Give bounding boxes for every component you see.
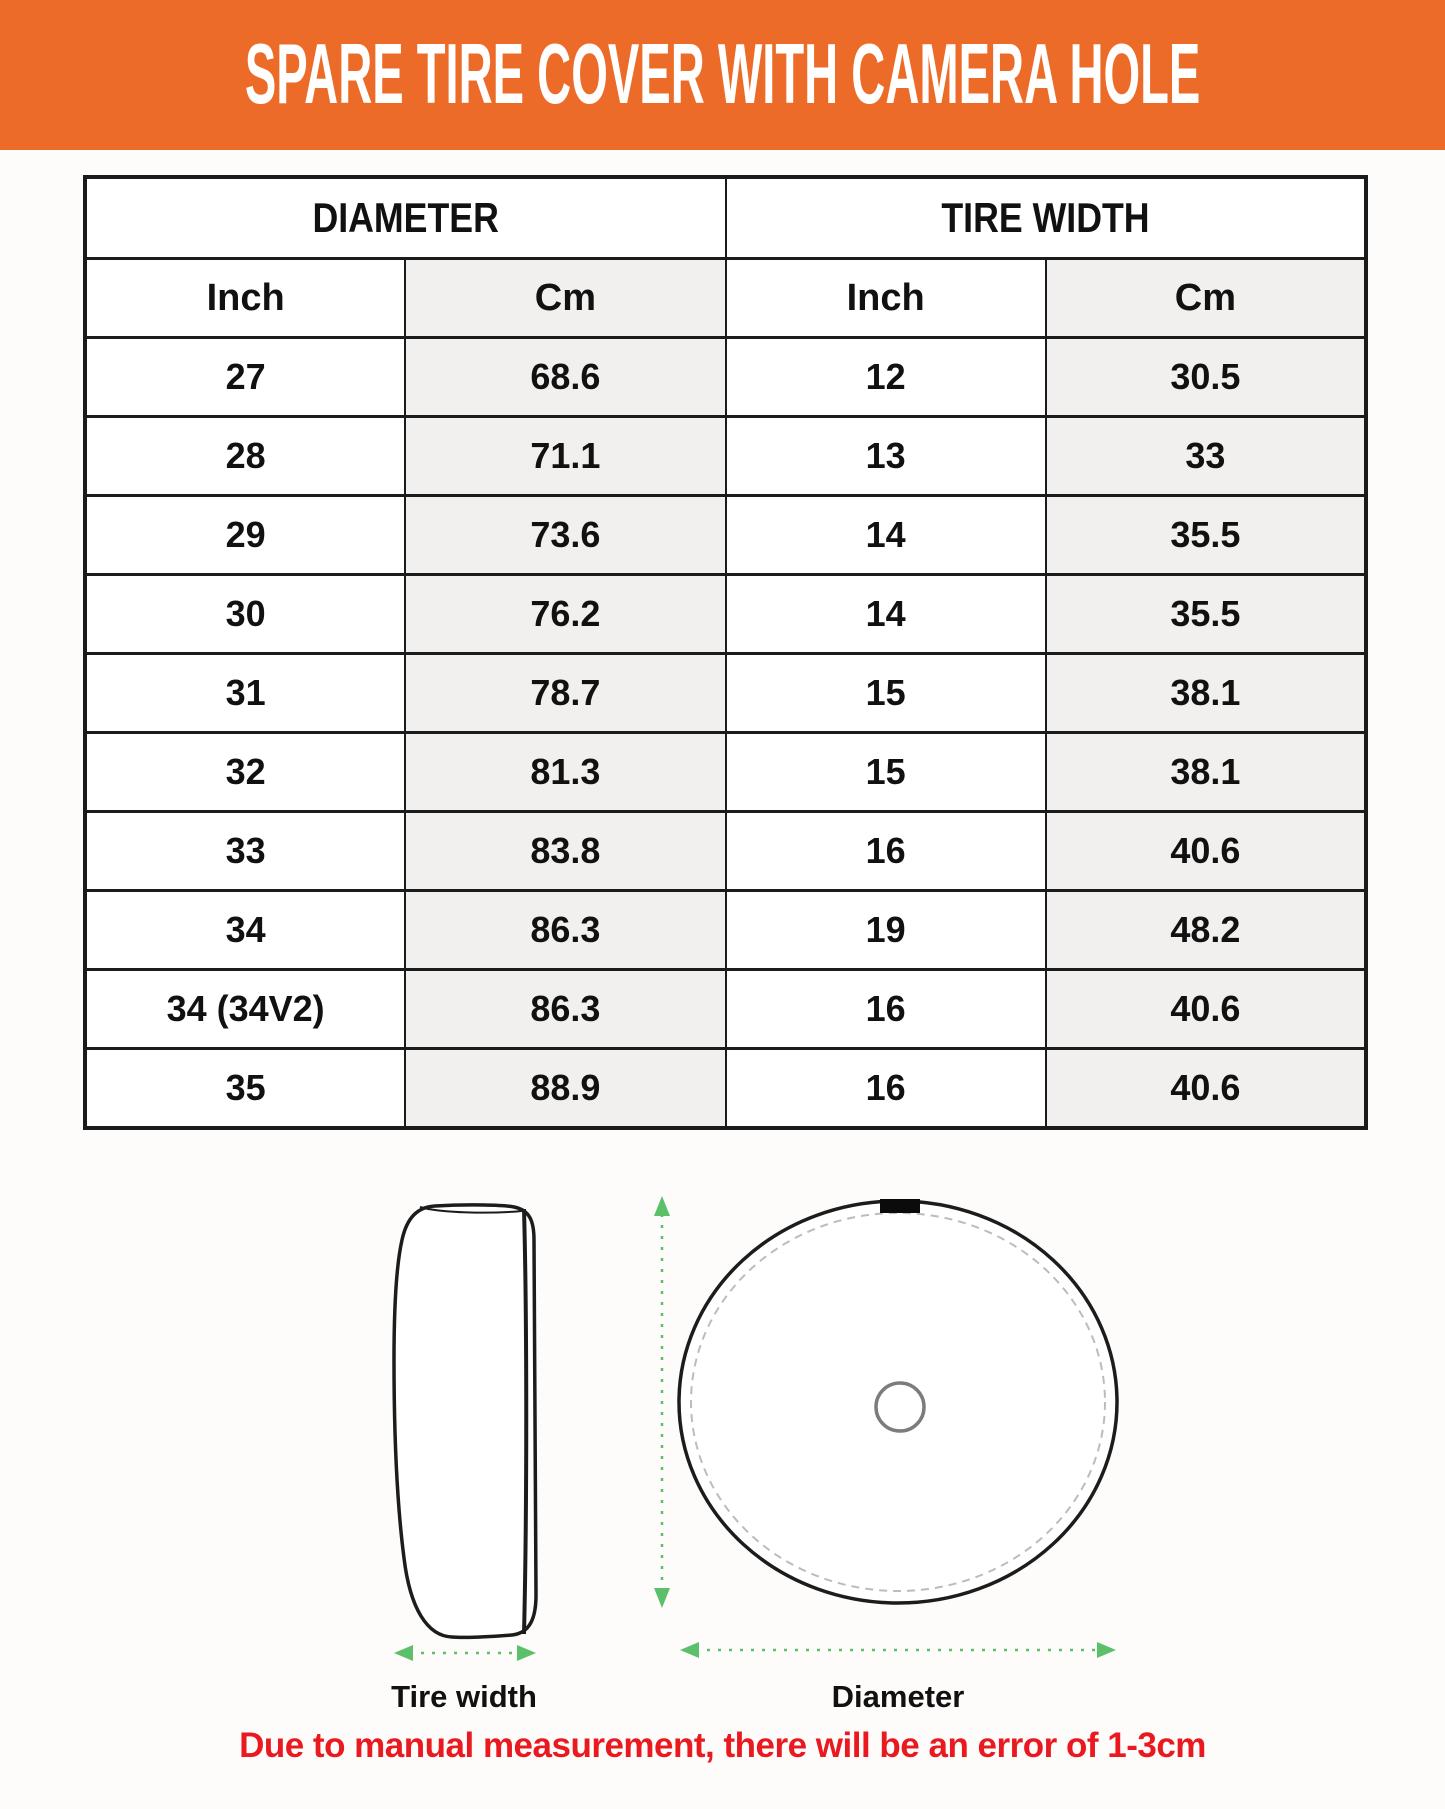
table-cell: 81.3 — [405, 733, 725, 812]
tire-width-arrow — [394, 1645, 536, 1661]
tire-width-label: Tire width — [391, 1679, 537, 1714]
table-row — [85, 812, 1366, 891]
table-cell: 14 — [726, 496, 1046, 575]
table-cell: 38.1 — [1046, 733, 1366, 812]
table-cell: 16 — [726, 1049, 1046, 1129]
table-row — [85, 496, 1366, 575]
table-cell: 40.6 — [1046, 970, 1366, 1049]
banner — [0, 0, 1445, 150]
table-cell: 38.1 — [1046, 654, 1366, 733]
table-cell: 19 — [726, 891, 1046, 970]
stitch-dashed-circle — [691, 1213, 1105, 1591]
page-title: SPARE TIRE COVER WITH CAMERA HOLE — [244, 26, 1201, 123]
size-table — [83, 175, 1368, 1130]
table-section-header-row — [85, 177, 1366, 259]
table-cell: 76.2 — [405, 575, 725, 654]
table-row — [85, 575, 1366, 654]
column-header-inch-tirewidth: Inch — [726, 259, 1046, 338]
top-strap-mark — [880, 1199, 920, 1213]
table-cell: 83.8 — [405, 812, 725, 891]
table-cell: 16 — [726, 812, 1046, 891]
table-cell: 14 — [726, 575, 1046, 654]
table-cell: 78.7 — [405, 654, 725, 733]
measurement-error-note: Due to manual measurement, there will be an error of 1-3cm — [239, 1726, 1206, 1765]
diameter-label: Diameter — [831, 1679, 965, 1714]
table-row — [85, 733, 1366, 812]
table-row — [85, 654, 1366, 733]
table-cell: 48.2 — [1046, 891, 1366, 970]
table-row — [85, 970, 1366, 1049]
table-row — [85, 338, 1366, 417]
table-cell: 30.5 — [1046, 338, 1366, 417]
table-row — [85, 891, 1366, 970]
table-row — [85, 417, 1366, 496]
table-cell: 32 — [85, 733, 405, 812]
column-header-inch-diameter: Inch — [85, 259, 405, 338]
section-header-diameter: DIAMETER — [85, 177, 726, 259]
table-cell: 29 — [85, 496, 405, 575]
table-cell: 34 — [85, 891, 405, 970]
table-units-header-row — [85, 259, 1366, 338]
table-row — [85, 1049, 1366, 1129]
table-cell: 86.3 — [405, 891, 725, 970]
table-cell: 35.5 — [1046, 575, 1366, 654]
table-cell: 16 — [726, 970, 1046, 1049]
tire-side-view-icon — [394, 1205, 536, 1637]
table-cell: 27 — [85, 338, 405, 417]
table-cell: 88.9 — [405, 1049, 725, 1129]
table-cell: 40.6 — [1046, 812, 1366, 891]
section-header-tire-width: TIRE WIDTH — [726, 177, 1367, 259]
table-cell: 86.3 — [405, 970, 725, 1049]
table-cell: 15 — [726, 733, 1046, 812]
table-cell: 15 — [726, 654, 1046, 733]
table-cell: 33 — [85, 812, 405, 891]
table-cell: 31 — [85, 654, 405, 733]
table-cell: 35 — [85, 1049, 405, 1129]
table-cell: 68.6 — [405, 338, 725, 417]
tire-front-view-icon — [679, 1199, 1117, 1603]
table-cell: 13 — [726, 417, 1046, 496]
camera-hole-icon — [876, 1383, 924, 1431]
table-cell: 34 (34V2) — [85, 970, 405, 1049]
vertical-diameter-arrow — [654, 1196, 670, 1608]
table-cell: 35.5 — [1046, 496, 1366, 575]
table-cell: 71.1 — [405, 417, 725, 496]
table-cell: 28 — [85, 417, 405, 496]
table-cell: 30 — [85, 575, 405, 654]
table-cell: 33 — [1046, 417, 1366, 496]
table-cell: 40.6 — [1046, 1049, 1366, 1129]
column-header-cm-diameter: Cm — [405, 259, 725, 338]
table-cell: 73.6 — [405, 496, 725, 575]
horizontal-diameter-arrow — [680, 1642, 1116, 1658]
column-header-cm-tirewidth: Cm — [1046, 259, 1366, 338]
table-cell: 12 — [726, 338, 1046, 417]
